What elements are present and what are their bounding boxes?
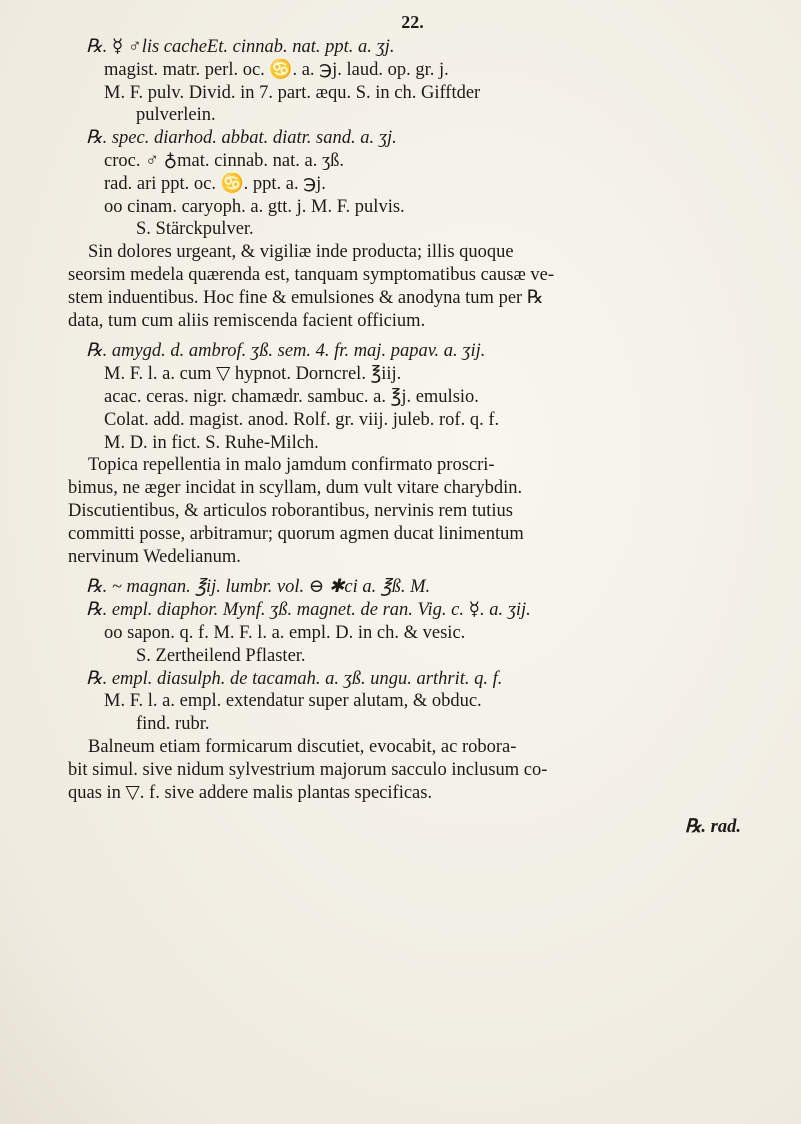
text-line: ℞. ~ magnan. ℥ij. lumbr. vol. ⊖ ✱ci a. ℥ß. M. bbox=[86, 577, 431, 598]
text-line: nervinum Wedelianum. bbox=[68, 546, 241, 567]
text-line: ℞. amygd. d. ambrof. ʒß. sem. 4. fr. maj. papav. a. ʒij. bbox=[86, 341, 486, 362]
text-line: Topica repellentia in malo jamdum confirmato proscri- bbox=[88, 455, 495, 476]
text-line: stem induentibus. Hoc fine & emulsiones & anodyna tum per ℞ bbox=[68, 287, 544, 308]
text-line: S. Zertheilend Pflaster. bbox=[136, 645, 306, 666]
text-line: find. rubr. bbox=[136, 714, 210, 735]
page-number: 22. bbox=[401, 12, 424, 32]
text-line: oo sapon. q. f. M. F. l. a. empl. D. in ch. & vesic. bbox=[104, 622, 466, 643]
text-line: Discutientibus, & articulos roborantibus, nervinis rem tutius bbox=[68, 500, 513, 521]
text-line: oo cinam. caryoph. a. gtt. j. M. F. pulvis. bbox=[104, 196, 405, 217]
catchword: ℞. rad. bbox=[684, 817, 741, 838]
text-line: ℞. empl. diasulph. de tacamah. a. ʒß. ungu. arthrit. q. f. bbox=[86, 668, 503, 689]
text-block bbox=[38, 36, 767, 804]
text-line: bit simul. sive nidum sylvestrium majorum sacculo inclusum co- bbox=[68, 759, 548, 780]
text-line: acac. ceras. nigr. chamædr. sambuc. a. ℥j. emulsio. bbox=[104, 386, 479, 407]
text-line: M. F. l. a. cum ▽ hypnot. Dorncrel. ℥iij. bbox=[104, 364, 402, 385]
text-line: data, tum cum aliis remiscenda facient officium. bbox=[68, 310, 426, 331]
text-line: magist. matr. perl. oc. ♋. a. ℈j. laud. op. gr. j. bbox=[104, 59, 449, 80]
text-line: M. F. l. a. empl. extendatur super alutam, & obduc. bbox=[104, 691, 482, 712]
text-line: seorsim medela quærenda est, tanquam symptomatibus causæ ve- bbox=[68, 264, 555, 285]
text-line: committi posse, arbitramur; quorum agmen ducat linimentum bbox=[68, 523, 524, 544]
text-line: quas in ▽. f. sive addere malis plantas specificas. bbox=[68, 782, 433, 803]
text-line: croc. ♂ ♁mat. cinnab. nat. a. ʒß. bbox=[104, 150, 345, 171]
spacer bbox=[38, 332, 767, 340]
text-line: ℞. spec. diarhod. abbat. diatr. sand. a. ʒj. bbox=[86, 128, 397, 149]
text-line: ℞. ☿ ♂lis cacheEt. cinnab. nat. ppt. a. ʒj. bbox=[86, 37, 395, 57]
spacer bbox=[38, 568, 767, 576]
text-line: Colat. add. magist. anod. Rolf. gr. viij. juleb. rof. q. f. bbox=[104, 409, 500, 430]
text-line: Sin dolores urgeant, & vigiliæ inde producta; illis quoque bbox=[88, 242, 514, 263]
text-line: ℞. empl. diaphor. Mynf. ʒß. magnet. de ran. Vig. c. ☿. a. ʒij. bbox=[86, 600, 531, 621]
text-line: bimus, ne æger incidat in scyllam, dum vult vitare charybdin. bbox=[68, 478, 523, 499]
text-line: M. D. in fict. S. Ruhe-Milch. bbox=[104, 432, 319, 453]
text-line: Balneum etiam formicarum discutiet, evocabit, ac robora- bbox=[88, 736, 517, 757]
text-line: pulverlein. bbox=[136, 105, 216, 126]
text-line: rad. ari ppt. oc. ♋. ppt. a. ℈j. bbox=[104, 173, 326, 194]
text-line: S. Stärckpulver. bbox=[136, 219, 254, 240]
text-line: M. F. pulv. Divid. in 7. part. æqu. S. in ch. Gifftder bbox=[104, 82, 481, 103]
